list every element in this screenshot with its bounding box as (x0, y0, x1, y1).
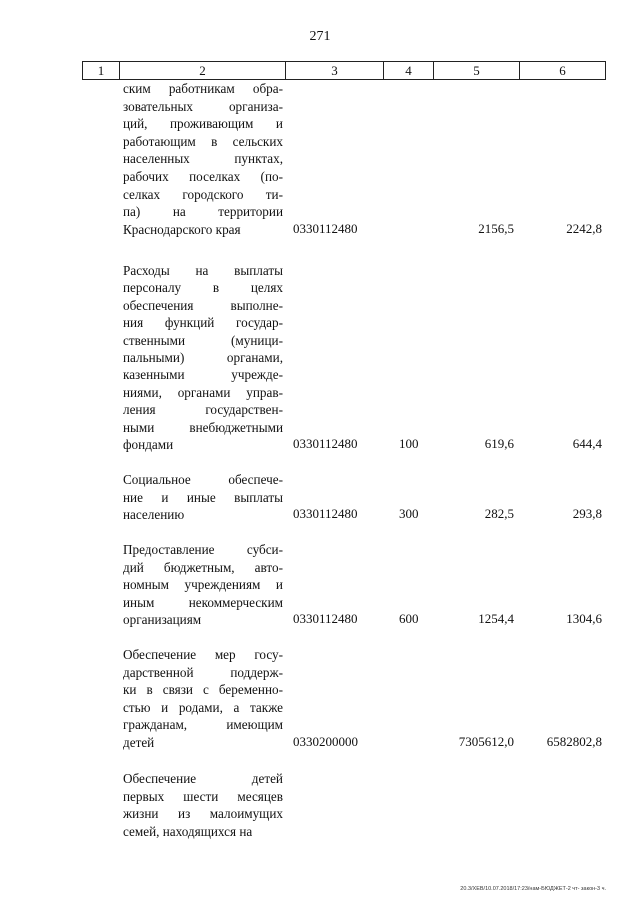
description-line: селках городского ти- (123, 186, 283, 202)
row-code: 0330200000 (293, 734, 358, 749)
description-line: Расходы на выплаты (123, 263, 283, 278)
description-line: работающим в сельских (123, 133, 283, 149)
row-description (123, 262, 283, 453)
description-line: ственными (муници- (123, 332, 283, 348)
description-line: ций, проживающим и (123, 116, 283, 132)
header-cell-3: 3 (285, 62, 383, 79)
row-expense-type: 300 (399, 506, 419, 521)
description-line: населению (123, 507, 185, 523)
description-line: зовательных организа- (123, 98, 283, 114)
row-sum-2019: 1304,6 (566, 611, 602, 626)
description-line: номным учреждениям и (123, 577, 283, 593)
description-line: ским работникам обра- (123, 81, 283, 96)
description-line: иным некоммерческим (123, 594, 283, 610)
description-line: ния функций государ- (123, 315, 283, 331)
description-line: Обеспечение детей (123, 771, 283, 786)
description-line: рабочих поселках (по- (123, 168, 283, 184)
row-description (123, 770, 283, 840)
row-code: 0330112480 (293, 436, 358, 451)
description-line: семей, находящихся на (123, 823, 253, 839)
row-sum-2018: 2156,5 (478, 221, 514, 236)
row-expense-type: 600 (399, 611, 419, 626)
header-cell-5: 5 (433, 62, 519, 79)
row-sum-2019: 293,8 (572, 506, 602, 521)
description-line: пальными) органами, (123, 350, 283, 366)
header-cell-4: 4 (383, 62, 433, 79)
description-line: организациям (123, 612, 202, 628)
description-line: населенных пунктах, (123, 151, 283, 167)
description-line: Краснодарского края (123, 221, 241, 237)
row-description (123, 471, 283, 524)
description-line: казенными учрежде- (123, 367, 283, 383)
description-line: па) на территории (123, 204, 283, 220)
row-description (123, 646, 283, 752)
header-cell-2: 2 (119, 62, 285, 79)
description-line: ления государствен- (123, 402, 283, 418)
row-sum-2019: 2242,8 (566, 221, 602, 236)
page-number: 271 (309, 29, 331, 44)
header-cell-1: 1 (82, 62, 119, 79)
row-sum-2019: 6582802,8 (546, 734, 602, 749)
description-line: дий бюджетным, авто- (123, 559, 283, 575)
row-code: 0330112480 (293, 506, 358, 521)
description-line: обеспечения выполне- (123, 297, 283, 313)
description-line: ки в связи с беременно- (123, 682, 283, 698)
description-line: стью и родами, а также (123, 699, 283, 715)
description-line: Обеспечение мер госу- (123, 647, 283, 662)
row-code: 0330112480 (293, 221, 358, 236)
description-line: Социальное обеспече- (123, 472, 283, 487)
description-line: ние и иные выплаты (123, 489, 283, 505)
description-line: дарственной поддерж- (123, 664, 283, 680)
row-sum-2018: 7305612,0 (458, 734, 514, 749)
description-line: ниями, органами управ- (123, 384, 283, 400)
footer-stamp: 20.3/ХЕВ/10.07.2018/17:23/нам-БЮДЖЕТ-2 чт- закон-3 ч. (460, 886, 606, 892)
description-line: гражданам, имеющим (123, 717, 283, 733)
row-sum-2019: 644,4 (572, 436, 602, 451)
table-header (82, 61, 606, 80)
description-line: Предоставление субси- (123, 542, 283, 557)
row-code: 0330112480 (293, 611, 358, 626)
description-line: фондами (123, 437, 174, 453)
description-line: персоналу в целях (123, 280, 283, 296)
row-sum-2018: 282,5 (484, 506, 514, 521)
row-sum-2018: 619,6 (484, 436, 514, 451)
header-cell-6: 6 (519, 62, 606, 79)
row-expense-type: 100 (399, 436, 419, 451)
description-line: жизни из малоимущих (123, 806, 283, 822)
description-line: детей (123, 734, 155, 750)
description-line: первых шести месяцев (123, 788, 283, 804)
row-sum-2018: 1254,4 (478, 611, 514, 626)
row-description (123, 80, 283, 238)
description-line: ными внебюджетными (123, 419, 283, 435)
row-description (123, 541, 283, 629)
